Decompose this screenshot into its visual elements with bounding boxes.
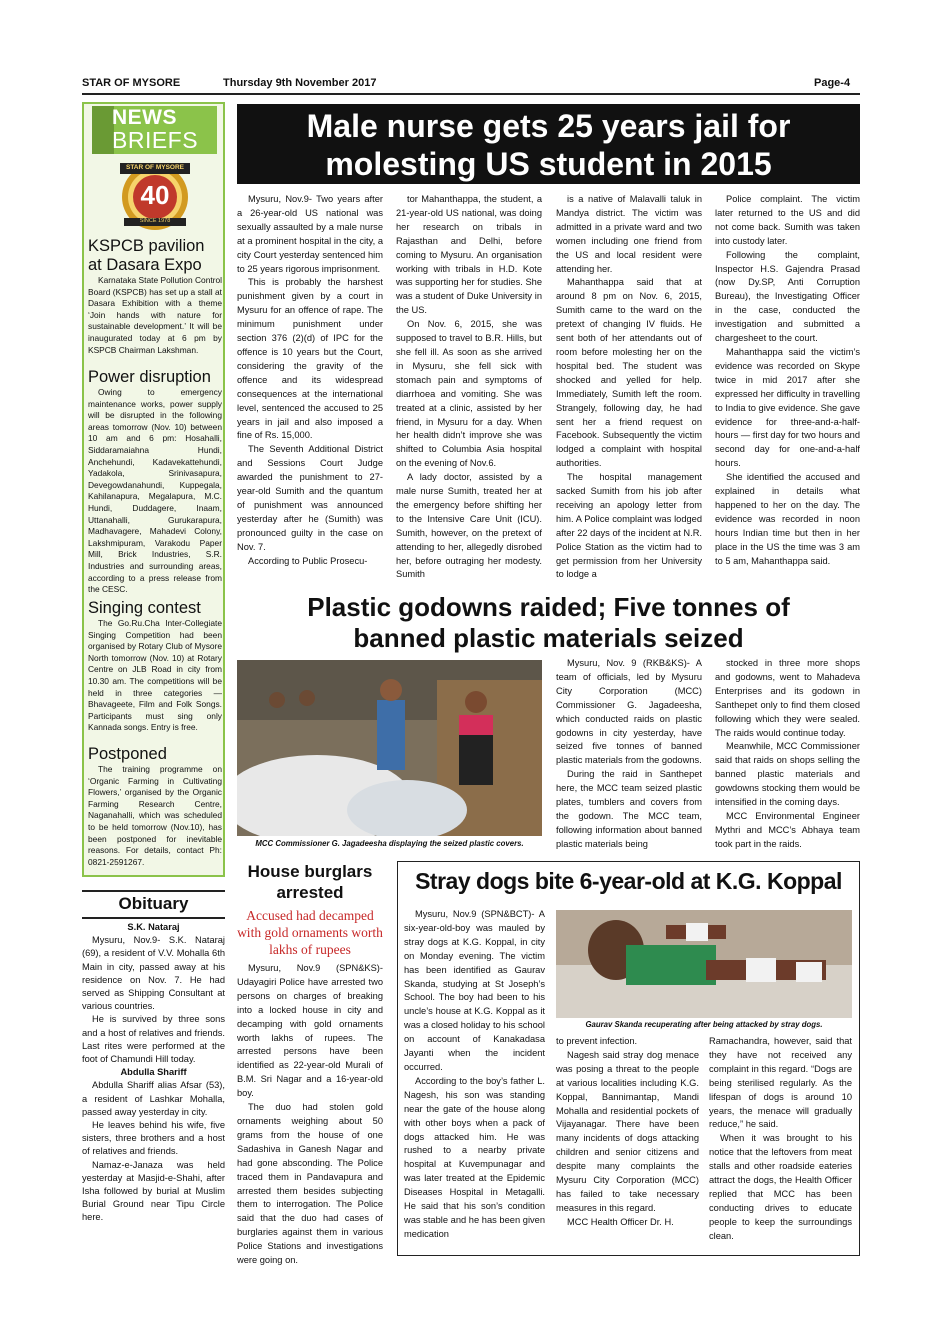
news-briefs-box — [82, 102, 225, 877]
story4-para: MCC Health Officer Dr. H. — [567, 1216, 674, 1227]
story4-para: Nagesh said stray dog menace was posing a threat to the people at various localities including K.G. Koppal, Bannimantap, Mandi Mohalla and residential pockets of Vijayanagar. There have been many incidents of dogs attacking children and senior citizens and despite many complaints the Mysuru City Corporation (MCC) has failed to take necessary measures in this regard. — [556, 1049, 699, 1213]
story1-col1 — [237, 193, 383, 568]
story3-body — [237, 962, 383, 1268]
story1-para: This is probably the harshest punishment given by a court in Mysuru for an offence of rape. The minimum punishment under section 376 (2)(d) of IPC for the offence is 10 years but the Court, considering the gravity of the offence and its widespread consequences at the international level, sentenced the accused to 25 years in jail and also imposed a fine of Rs. 15,000. — [237, 277, 383, 441]
banner-stripe — [92, 106, 114, 154]
news-briefs-banner — [92, 106, 217, 154]
brief-head: Postponed — [88, 745, 167, 763]
news-briefs-title-briefs: BRIEFS — [112, 127, 199, 153]
story2-para: Meanwhile, MCC Commissioner said that raids on shops selling the banned plastic materials and gowdowns stocking them would be intensified in the coming days. — [715, 741, 860, 808]
logo-band-text: SINCE 1978 — [139, 218, 171, 224]
brief-head: at Dasara Expo — [88, 256, 202, 274]
brief-head: KSPCB pavilion — [88, 237, 205, 255]
masthead-date: Thursday 9th November 2017 — [223, 77, 377, 89]
masthead-paper: STAR OF MYSORE — [82, 77, 181, 89]
story4-para: Mysuru, Nov.9 (SPN&BCT)- A six-year-old-boy was mauled by stray dogs at K.G. Koppal, in city on Monday evening. The victim has been identified as Gaurav Skanda, studying at St Joseph’s School. The boy had been to his uncle’s house at K.G. Koppal as it was a closed holiday to his school on account of Kanakadasa Jayanti when the incident occurred. — [404, 909, 545, 1072]
story1-para: is a native of Malavalli taluk in Mandya district. The victim was admitted in a private ward and two women including one friend from the US and local resident were attending her. — [556, 194, 702, 274]
obituary-top-rule — [82, 890, 225, 892]
brief-body: Karnataka State Pollution Control Board (KSPCB) has set up a stall at Dasara Exhibition with a theme ‘Join hands with nature for sustainable development.’ It will be inaugurated today at 6 pm by KSPCB Chairman Lakshman. — [88, 275, 222, 355]
brief-body: The Go.Ru.Cha Inter-Collegiate Singing Competition had been organised by Rotary Club of Mysore North tomorrow (Nov. 10) at Rotary Centre on JLB Road in city from 10.30 am. The competitions will be held in three categories — Bhavageete, Film and Folk Songs. Participants must sing only Kannada songs. Entry is free. — [88, 618, 222, 733]
story2-para: During the raid in Santhepet here, the MCC team seized plastic plates, tumblers and covers from the godown. The MCC team, following information about banned plastic materials being — [556, 769, 702, 849]
story4-para: Ramachandra, however, said that they have not received any complaint in this regard. “Dogs are being sterilised regularly. As the lifespan of dogs is around 10 years, the menace will gradually reduce,” he said. — [709, 1036, 852, 1130]
story2-headline-line1: Plastic godowns raided; Five tonnes of — [307, 592, 790, 622]
story4-para: According to the boy’s father L. Nagesh, his son was standing near the gate of the house along with other boys when a pack of dogs attacked him. He was rushed to a nearby private hospital at Kuvempunagar and was later treated at the Epidemic Diseases Hospital in Metagalli. He said that his son’s condition was stable and he has been given medication — [404, 1075, 545, 1239]
masthead-rule — [82, 93, 860, 95]
story2-col2 — [715, 657, 860, 852]
story1-para: Mahanthappa said that at around 8 pm on Nov. 6, 2015, Sumith came to the ward on the pretext of changing IV fluids. He sent both of her attendants out of room before molesting her on the hospital bed. The student was shocked and yelled for help. Immediately, Sumith left the room. Strangely, following day, he had sent her a friend request on Facebook. Subsequently the victim lodged a complaint with hospital authorities. — [556, 277, 702, 469]
brief-singing — [88, 599, 222, 734]
story1-col4 — [715, 193, 860, 568]
brief-head: Power disruption — [88, 368, 211, 386]
story1-para: She identified the accused and explained in details what happened to her on the day. The evidence was recorded in noon hours Indian time but then in her place in the US the time was 3 am to 5 am, Mahanthappa said. — [715, 472, 860, 566]
logo-number: 40 — [140, 180, 170, 210]
star-of-mysore-40-logo — [110, 160, 200, 234]
brief-power — [88, 368, 222, 596]
story1-headline-line1: Male nurse gets 25 years jail for — [306, 108, 791, 144]
obituary-body — [82, 921, 225, 1225]
stray-dog-victim-photo — [556, 910, 852, 1018]
brief-head: Singing contest — [88, 599, 201, 617]
news-briefs-title-news: NEWS — [112, 106, 177, 129]
story2-para: Mysuru, Nov. 9 (RKB&KS)- A team of officials, led by Mysuru City Corporation (MCC) Commissioner G. Jagadeesha, which conducted raids on plastic godowns in city yesterday, have seized five tonnes of banned plastic materials from the godowns. — [556, 658, 702, 766]
story3-headline-line1: House burglars — [247, 862, 373, 881]
story1-para: The Seventh Additional District and Sessions Court Judge awarded the punishment to 27-year-old Sumith and the quantum of punishment was announced yesterday after he (Sumith) was pronounced guilty in the case on Nov. 7. — [237, 444, 383, 552]
brief-body: Owing to emergency maintenance works, power supply will be disrupted in the following areas tomorrow (Nov. 10) between 10 am and 6 pm: Hosahalli, Siddaramaiahna Hundi, Anchehundi, Kadavekattehundi, Yadakola, Srinivasapura, Devegowdanahundi, Kuppegala, Kahilanapura, Megalapura, M.C. Hundi, Duddagere, Inaam, Uttanahalli, Gurukarapura, Madhavagere, Mahadevi Colony, Lakshmipuram, Varakodu Paper Mill, Brick Industries, S.R. Industries and surrounding areas, according to a press release from the CESC. — [88, 387, 222, 595]
brief-body: The training programme on ‘Organic Farming in Cultivating Flowers,’ organised by the Organic Farming Research Centre, Naganahalli, which was scheduled to be held tomorrow (Nov.10), has been postponed for inevitable reasons. For details, contact Ph: 0821-2591267. — [88, 764, 222, 867]
obituary-name: S.K. Nataraj — [127, 922, 180, 932]
story3-headline — [237, 861, 383, 903]
story1-headline-box — [237, 104, 860, 184]
brief-kspcb — [88, 237, 222, 356]
story1-para: Police complaint. The victim later returned to the US and did not come back. Sumith was taken into custody later. — [715, 194, 860, 246]
story4-para: When it was brought to his notice that the leftovers from meat stalls and other roadside eateries attract the dogs, the Health Officer replied that MCC has been conducting drives to educate people to keep the surroundings clean. — [709, 1133, 852, 1241]
story1-para: According to Public Prosecu- — [248, 555, 368, 566]
obituary-name: Abdulla Shariff — [120, 1067, 187, 1078]
story3-para: Mysuru, Nov.9 (SPN&KS)- Udayagiri Police have arrested two persons on charges of breaking into a locked house in city and decamping with gold ornaments worth lakhs of rupees. The arrested persons have been identified as 22-year-old Murali of B.M. Sri Nagar and a 16-year-old boy. — [237, 963, 383, 1099]
plastic-raid-caption: MCC Commissioner G. Jagadeesha displaying the seized plastic covers. — [255, 839, 524, 848]
obituary-para: Abdulla Shariff alias Afsar (53), a resident of Lashkar Mohalla, passed away yesterday in city. — [82, 1080, 225, 1117]
story2-para: stocked in three more shops and godowns, went to Mahadeva Enterprises and its godown in Santhepet only to find them closed following which they were sealed. The raids would continue today. — [715, 658, 860, 738]
logo-top-text: STAR OF MYSORE — [125, 164, 185, 171]
story1-col2 — [396, 193, 542, 582]
obituary-para: Mysuru, Nov.9- S.K. Nataraj (69), a resident of V.V. Mohalla 6th Main in city, passed away at his residence on Nov. 7. He had served as Shipping Consultant at various countries. — [82, 935, 225, 1012]
story1-para: A lady doctor, assisted by a male nurse Sumith, treated her at the emergency before shifting her to the Intensive Care Unit (ICU). Sumith, however, on the pretext of attending to her, allegedly disrobed her, before outraging her modesty. Sumith — [396, 472, 542, 580]
story1-para: On Nov. 6, 2015, she was supposed to travel to B.R. Hills, but she fell ill. As soon as she arrived in Mysuru, she fell sick with stomach pain and symptoms of diarrhoea and vomiting. She was treated at a clinic, assisted by her friend, in Mysuru for a day. When her health didn’t improve she was shifted to Columbia Asia hospital on the evening of Nov.6. — [396, 319, 542, 469]
story1-para: Mahanthappa said the victim’s evidence was recorded on Skype twice in mid 2017 after she expressed her difficulty in travelling to India to give evidence. She gave evidence for three-and-a-half-hours — first day for two hours and second day for one-and-a-half hours. — [715, 346, 860, 469]
story4-col2 — [556, 1035, 699, 1230]
story4-col1 — [404, 908, 545, 1242]
obituary-bottom-rule — [82, 917, 225, 919]
obituary-para: He is survived by three sons and a host of relatives and friends. Last rites were performed at the foot of Chamundi Hill today. — [82, 1014, 225, 1065]
story2-headline-line2: banned plastic materials seized — [353, 623, 744, 653]
plastic-raid-photo — [237, 660, 542, 836]
story2-col1 — [556, 657, 702, 852]
story4-col3 — [709, 1035, 852, 1244]
story1-para: Following the complaint, Inspector H.S. Gajendra Prasad (now Dy.SP, Anti Corruption Bureau), the Investigating Officer in the case, conducted the investigation and submitted a chargesheet to the court. — [715, 249, 860, 344]
story2-headline — [237, 592, 860, 654]
stray-dog-caption: Gaurav Skanda recuperating after being attacked by stray dogs. — [585, 1020, 823, 1029]
story1-para: The hospital management sacked Sumith from his job after receiving an apology letter from him. A Police complaint was lodged after 22 days of the incident at N.R. Police Station as the victim had to get permission from her University to lodge a — [556, 472, 702, 580]
story3-headline-line2: arrested — [276, 883, 344, 902]
story3-deck: Accused had decamped with gold ornaments worth lakhs of rupees — [237, 908, 383, 957]
obituary-para: Namaz-e-Janaza was held yesterday at Masjid-e-Shahi, after Isha followed by burial at Muslim Burial Ground near Tipu Circle here. — [82, 1159, 225, 1223]
story1-col3 — [556, 193, 702, 582]
brief-postponed — [88, 745, 222, 868]
story1-headline-line2: molesting US student in 2015 — [325, 146, 772, 182]
obituary-para: He leaves behind his wife, five sisters, three brothers and a host of relatives and friends. — [82, 1120, 225, 1157]
story2-para: MCC Environmental Engineer Mythri and MCC’s Abhaya team took part in the raids. — [715, 810, 860, 849]
story4-para: to prevent infection. — [556, 1036, 638, 1046]
masthead-page: Page-4 — [814, 77, 851, 89]
story3-para: The duo had stolen gold ornaments weighing about 50 grams from the house of one Sadashiva in Ganesh Nagar and had gone absconding. The Police traced them in Pandavapura and arrested them besides subjecting them to interrogation. The Police said that the duo had cases of burglaries against them in various Police Stations and investigations were going on. — [237, 1102, 383, 1266]
story4-headline: Stray dogs bite 6-year-old at K.G. Koppal — [415, 868, 842, 894]
story1-para: tor Mahanthappa, the student, a 21-year-old US national, was doing her research on tribals in Rajasthan and Delhi, before coming to Mysuru. An organisation working with tribals in H.D. Kote was supporting her for studies. She was a student of Duke University in the US. — [396, 194, 542, 316]
story1-para: Mysuru, Nov.9- Two years after a 26-year-old US national was sexually assaulted by a male nurse at a prominent hospital in the city, a city Court yesterday sentenced him to 25 years rigorous imprisonment. — [237, 194, 383, 274]
obituary-title: Obituary — [118, 894, 189, 913]
